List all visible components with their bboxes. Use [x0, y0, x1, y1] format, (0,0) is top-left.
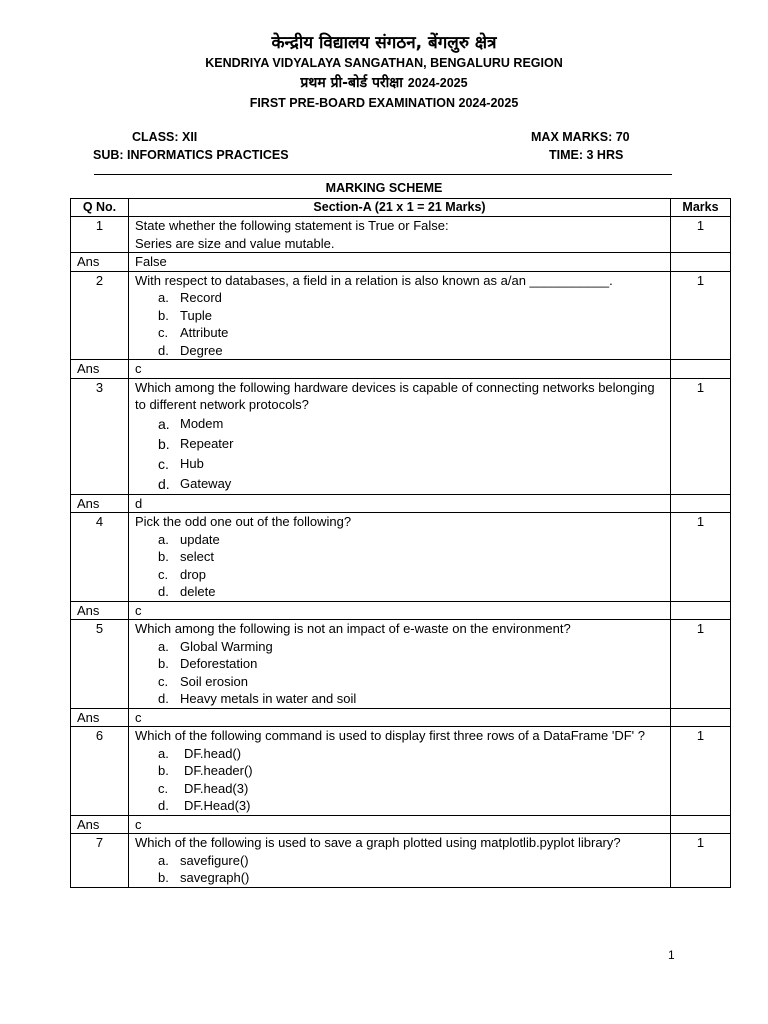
option-text: delete [180, 584, 216, 599]
question-text [129, 834, 671, 888]
option-item [158, 454, 664, 474]
option-text: DF.head(3) [184, 780, 249, 796]
option-item [158, 797, 664, 815]
question-number: 3 [71, 378, 129, 494]
answer-label: Ans [71, 253, 129, 272]
answer-row [71, 360, 731, 379]
question-number: 5 [71, 620, 129, 709]
option-letter: d. [158, 584, 169, 599]
question-line: With respect to databases, a field in a relation is also known as a/an ___________. [135, 272, 613, 288]
question-marks: 1 [671, 620, 731, 709]
answer-value: False [129, 253, 671, 272]
english-organization-title: KENDRIYA VIDYALAYA SANGATHAN, BENGALURU REGION [205, 56, 563, 70]
option-item [158, 289, 664, 307]
question-line: Which among the following is not an impact of e-waste on the environment? [135, 621, 571, 636]
marking-scheme-table [70, 198, 731, 888]
option-letter: d. [158, 475, 170, 492]
hindi-organization-title: केन्द्रीय विद्यालय संगठन, बेंगलुरु क्षेत्र [271, 33, 497, 53]
option-list [135, 638, 664, 708]
option-item [158, 548, 664, 566]
option-letter: c. [158, 780, 169, 796]
option-text: select [180, 549, 214, 564]
answer-marks-cell [671, 494, 731, 513]
english-exam-title: FIRST PRE-BOARD EXAMINATION 2024-2025 [249, 96, 519, 110]
hindi-exam-year: 2024-2025 [407, 76, 468, 90]
option-item [158, 307, 664, 325]
option-item [158, 655, 664, 673]
answer-label: Ans [71, 708, 129, 727]
option-list [135, 531, 664, 601]
subject-label: SUB: INFORMATICS PRACTICES [93, 148, 289, 162]
option-item [158, 690, 664, 708]
option-letter: c. [158, 566, 169, 582]
option-text: drop [180, 566, 207, 582]
answer-row [71, 494, 731, 513]
answer-marks-cell [671, 815, 731, 834]
option-letter: b. [158, 307, 169, 323]
option-letter: b. [158, 763, 169, 778]
option-list [135, 852, 664, 887]
option-text: DF.Head(3) [184, 798, 251, 813]
option-text: savegraph() [180, 870, 250, 885]
option-letter: c. [158, 673, 169, 689]
option-item [158, 474, 664, 494]
option-letter: d. [158, 342, 169, 358]
question-line: Which of the following is used to save a graph plotted using matplotlib.pyplot library? [135, 835, 621, 850]
marking-scheme-title: MARKING SCHEME [325, 181, 443, 195]
answer-row [71, 708, 731, 727]
option-letter: a. [158, 290, 169, 305]
question-marks: 1 [671, 217, 731, 253]
answer-value: d [129, 494, 671, 513]
option-list [135, 745, 664, 815]
answer-row [71, 253, 731, 272]
option-text: Degree [180, 342, 223, 358]
option-list [135, 289, 664, 359]
answer-label: Ans [71, 494, 129, 513]
answer-row [71, 815, 731, 834]
question-marks: 1 [671, 271, 731, 360]
hindi-exam-name: प्रथम प्री-बोर्ड परीक्षा [300, 75, 403, 91]
option-item [158, 414, 664, 434]
question-marks: 1 [671, 378, 731, 494]
question-text [129, 620, 671, 709]
answer-row [71, 601, 731, 620]
answer-label: Ans [71, 815, 129, 834]
question-text [129, 217, 671, 253]
answer-label: Ans [71, 360, 129, 379]
option-item [158, 566, 664, 584]
option-text: Global Warming [180, 638, 273, 654]
option-item [158, 673, 664, 691]
answer-marks-cell [671, 360, 731, 379]
page-number: 1 [668, 948, 675, 962]
question-line: Pick the odd one out of the following? [135, 514, 352, 529]
option-letter: a. [158, 852, 169, 868]
question-marks: 1 [671, 727, 731, 816]
question-row [71, 620, 731, 709]
question-marks: 1 [671, 513, 731, 602]
question-line: State whether the following statement is True or False: [135, 218, 449, 233]
section-header: Section-A (21 x 1 = 21 Marks) [129, 199, 671, 217]
question-row [71, 378, 731, 494]
option-item [158, 531, 664, 549]
option-letter: a. [158, 745, 169, 761]
option-text: Modem [180, 415, 224, 431]
answer-value: c [129, 708, 671, 727]
answer-marks-cell [671, 253, 731, 272]
option-letter: b. [158, 656, 169, 671]
option-letter: d. [158, 798, 169, 813]
option-letter: c. [158, 455, 169, 472]
option-text: Hub [180, 455, 204, 471]
class-label: CLASS: XII [132, 130, 198, 144]
question-line: Which of the following command is used to display first three rows of a DataFrame 'DF' ? [135, 728, 646, 743]
option-item [158, 745, 664, 763]
option-text: savefigure() [180, 852, 249, 868]
answer-label: Ans [71, 601, 129, 620]
option-item [158, 852, 664, 870]
qno-header: Q No. [71, 199, 129, 217]
question-number: 7 [71, 834, 129, 888]
question-line: Which among the following hardware devices is capable of connecting networks belonging to different network protocols? [135, 379, 655, 412]
option-item [158, 780, 664, 798]
option-text: Soil erosion [180, 673, 248, 689]
option-letter: a. [158, 531, 169, 547]
option-letter: b. [158, 435, 170, 452]
option-item [158, 762, 664, 780]
option-text: Gateway [180, 475, 232, 491]
option-text: Repeater [180, 435, 234, 451]
option-list [135, 414, 664, 494]
question-row [71, 834, 731, 888]
question-number: 4 [71, 513, 129, 602]
option-item [158, 869, 664, 887]
option-text: DF.header() [184, 763, 253, 778]
question-number: 2 [71, 271, 129, 360]
question-row [71, 727, 731, 816]
option-text: Record [180, 290, 222, 305]
question-row [71, 271, 731, 360]
option-item [158, 583, 664, 601]
answer-marks-cell [671, 708, 731, 727]
question-text [129, 378, 671, 494]
option-letter: a. [158, 415, 170, 432]
option-text: Deforestation [180, 656, 258, 671]
question-number: 1 [71, 217, 129, 253]
answer-value: c [129, 815, 671, 834]
option-text: Tuple [180, 307, 213, 323]
option-letter: a. [158, 638, 169, 654]
option-item [158, 434, 664, 454]
document-header [0, 32, 768, 111]
max-marks-label: MAX MARKS: 70 [531, 130, 630, 144]
question-text [129, 271, 671, 360]
time-label: TIME: 3 HRS [549, 148, 624, 162]
answer-value: c [129, 360, 671, 379]
question-text [129, 513, 671, 602]
question-row [71, 513, 731, 602]
question-marks: 1 [671, 834, 731, 888]
option-text: DF.head() [184, 745, 242, 761]
option-text: Attribute [180, 325, 229, 340]
option-letter: c. [158, 325, 169, 340]
question-text [129, 727, 671, 816]
marks-header: Marks [671, 199, 731, 217]
option-item [158, 638, 664, 656]
header-divider [94, 174, 672, 175]
question-row [71, 217, 731, 253]
question-number: 6 [71, 727, 129, 816]
hindi-exam-title [0, 73, 768, 93]
table-header-row [71, 199, 731, 217]
option-item [158, 324, 664, 342]
option-text: Heavy metals in water and soil [180, 691, 357, 706]
answer-marks-cell [671, 601, 731, 620]
option-letter: b. [158, 870, 169, 885]
option-text: update [180, 531, 220, 547]
option-item [158, 342, 664, 360]
question-line: Series are size and value mutable. [135, 235, 335, 251]
option-letter: b. [158, 549, 169, 564]
answer-value: c [129, 601, 671, 620]
option-letter: d. [158, 691, 169, 706]
